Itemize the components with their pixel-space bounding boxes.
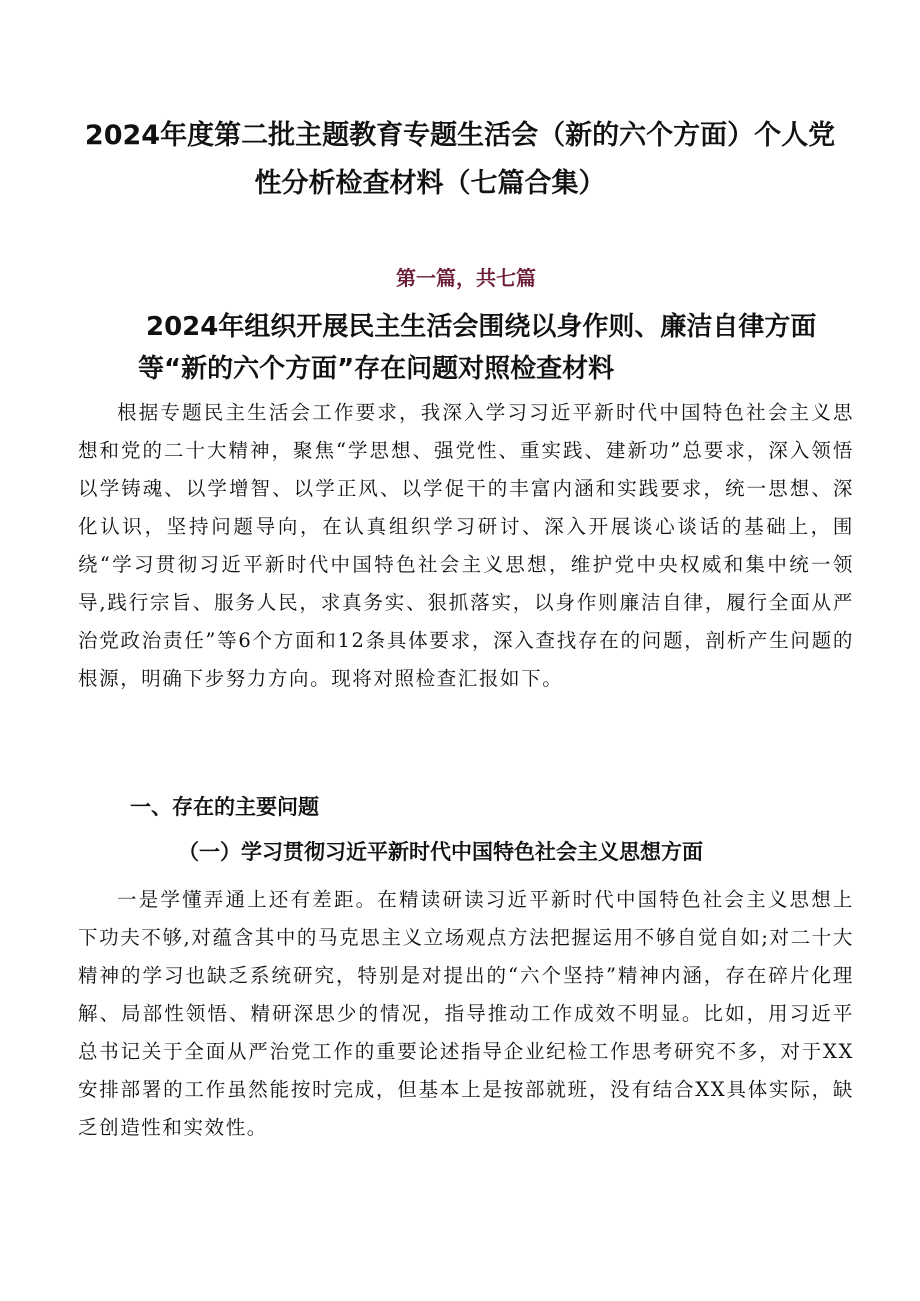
part-label: 第一篇，共七篇 bbox=[396, 266, 536, 290]
section-subtitle-line2: 等“新的六个方面”存在问题对照检查材料 bbox=[138, 354, 615, 384]
heading-study-section: （一）学习贯彻习近平新时代中国特色社会主义思想方面 bbox=[178, 840, 703, 864]
intro-paragraph: 根据专题民主生活会工作要求，我深入学习习近平新时代中国特色社会主义思想和党的二十大精神，聚焦“学思想、强党性、重实践、建新功”总要求，深入领悟以学铸魂、以学增智、以学正风、以学促干的丰富内涵和实践要求，统一思想、深化认识，坚持问题导向，在认真组织学习研讨、深入开展谈心谈话的基础上，围绕“学习贯彻习近平新时代中国特色社会主义思想，维护党中央权威和集中统一领导,践行宗旨、服务人民，求真务实、狠抓落实，以身作则廉洁自律，履行全面从严治党政治责任”等6个方面和12条具体要求，深入查找存在的问题，剖析产生问题的根源，明确下步努力方向。现将对照检查汇报如下。 bbox=[78, 401, 854, 690]
section-subtitle bbox=[130, 306, 870, 390]
body-paragraph: 一是学懂弄通上还有差距。在精读研读习近平新时代中国特色社会主义思想上下功夫不够,对蕴含其中的马克思主义立场观点方法把握运用不够自觉自如;对二十大精神的学习也缺乏系统研究，特别是对提出的“六个坚持”精神内涵，存在碎片化理解、局部性领悟、精研深思少的情况，指导推动工作成效不明显。比如，用习近平总书记关于全面从严治党工作的重要论述指导企业纪检工作思考研究不多，对于XX安排部署的工作虽然能按时完成，但基本上是按部就班，没有结合XX具体实际，缺乏创造性和实效性。 bbox=[78, 888, 854, 1139]
document-title-line1: 2024年度第二批主题教育专题生活会（新的六个方面）个人党 bbox=[84, 120, 836, 151]
heading-main-problems: 一、存在的主要问题 bbox=[130, 795, 319, 819]
document-title bbox=[60, 112, 860, 208]
document-title-line2: 性分析检查材料（七篇合集） bbox=[254, 168, 606, 199]
section-subtitle-line1: 2024年组织开展民主生活会围绕以身作则、廉洁自律方面 bbox=[146, 312, 817, 342]
